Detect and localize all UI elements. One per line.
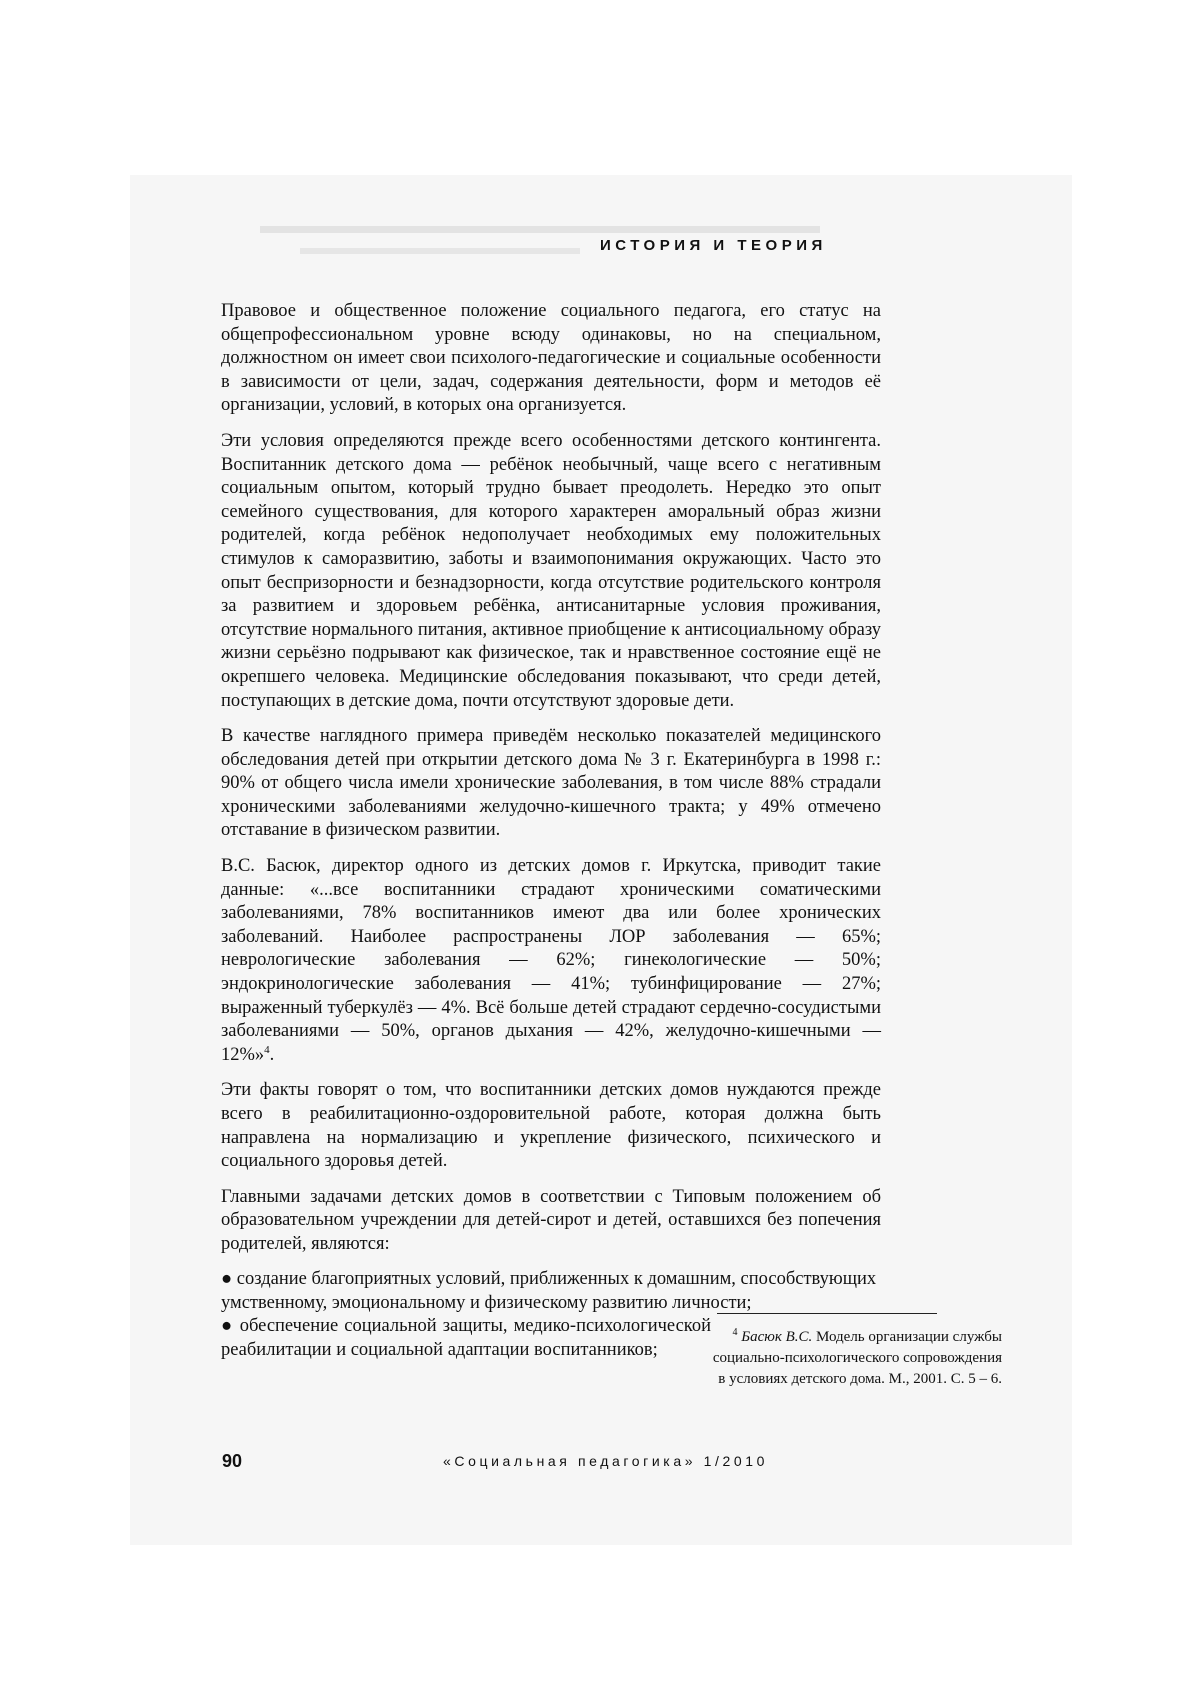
list-item: ● обеспечение социальной защиты, медико-психологической реабилитации и социальной адаптации воспитанников; (221, 1316, 711, 1360)
footnote-reference: 4 (264, 1043, 270, 1056)
footnote-author: Басюк В.С. (741, 1329, 813, 1345)
show-through-artifact (300, 248, 580, 262)
paragraph: В.С. Басюк, директор одного из детских домов г. Иркутска, приводит такие данные: «...все воспитанники страдают хроническими соматическими заболеваниями, 78% воспитанников имеют два или более хронических заболеваний. Наиболее распространены ЛОР заболевания — 65%; неврологические заболевания — 62%; гинекологические — 50%; эндокринологические заболевания — 41%; тубинфицирование — 27%; выраженный туберкулёз — 4%. Всё больше детей страдают сердечно-сосудистыми заболеваниями — 50%, органов дыхания — 42%, желудочно-кишечными — 12%»$^4$. (221, 856, 881, 1065)
paragraph: Эти факты говорят о том, что воспитанники детских домов нуждаются прежде всего в реабилитационно-оздоровительной работе, которая должна быть направлена на нормализацию и укрепление физического, психического и социального здоровья детей. (221, 1080, 881, 1172)
paragraph: Правовое и общественное положение социального педагога, его статус на общепрофессиональном уровне всюду одинаковы, но на специальном, должностном он имеет свои психолого-педагогические и социальные особенности в зависимости от цели, задач, содержания деятельности, форм и методов её организации, условий, в которых она организуется. (221, 301, 881, 416)
footnote-text: Модель организации службы социально-психологического сопровождения в условиях детского дома. М., 2001. С. 5 – 6. (712, 1329, 1002, 1387)
footnote-divider (717, 1313, 937, 1314)
footnote-number: 4 (732, 1327, 738, 1338)
running-header: ИСТОРИЯ И ТЕОРИЯ (600, 237, 827, 254)
footnote (712, 1327, 1002, 1390)
paragraph: Главными задачами детских домов в соответствии с Типовым положением об образовательном учреждении для детей-сирот и детей, оставшихся без попечения родителей, являются: (221, 1186, 881, 1254)
paragraph: Эти условия определяются прежде всего особенностями детского контингента. Воспитанник детского дома — ребёнок необычный, чаще всего с негативным социальным опытом, который трудно бывает преодолеть. Нередко это опыт семейного существования, для которого характерен аморальный образ жизни родителей, когда ребёнок недополучает необходимых ему положительных стимулов к саморазвитию, заботы и взаимопонимания окружающих. Часто это опыт беспризорности и безнадзорности, когда отсутствие родительского контроля за развитием и здоровьем ребёнка, антисанитарные условия проживания, отсутствие нормального питания, активное приобщение к антисоциальному образу жизни серьёзно подрывают как физическое, так и нравственное состояние ещё не окрепшего человека. Медицинские обследования показывают, что среди детей, поступающих в детские дома, почти отсутствуют здоровые дети. (221, 430, 881, 711)
journal-footer: «Социальная педагогика» 1/2010 (443, 1453, 768, 1469)
quote-text: В.С. Басюк, директор одного из детских домов г. Иркутска, приводит такие данные: «...все воспитанники страдают хроническими соматическими заболеваниями, 78% воспитанников имеют два или более хронических заболеваний. Наиболее распространены ЛОР заболевания — 65%; неврологические заболевания — 62%; гинекологические — 50%; эндокринологические заболевания — 41%; тубинфицирование — 27%; выраженный туберкулёз — 4%. Всё больше детей страдают сердечно-сосудистыми заболеваниями — 50%, органов дыхания — 42%, желудочно-кишечными — 12%» (221, 856, 881, 1065)
list-item: ● создание благоприятных условий, приближенных к домашним, способствующих умственному, эмоциональному и физическому развитию личности; (221, 1269, 877, 1313)
main-text (221, 300, 881, 1257)
paragraph: В качестве наглядного примера приведём несколько показателей медицинского обследования детей при открытии детского дома № 3 г. Екатеринбурга в 1998 г.: 90% от общего числа имели хронические заболевания, в том числе 88% страдали хроническими заболеваниями желудочно-кишечного тракта; у 49% отмечено отставание в физическом развитии. (221, 726, 881, 841)
page-number: 90 (222, 1451, 243, 1471)
